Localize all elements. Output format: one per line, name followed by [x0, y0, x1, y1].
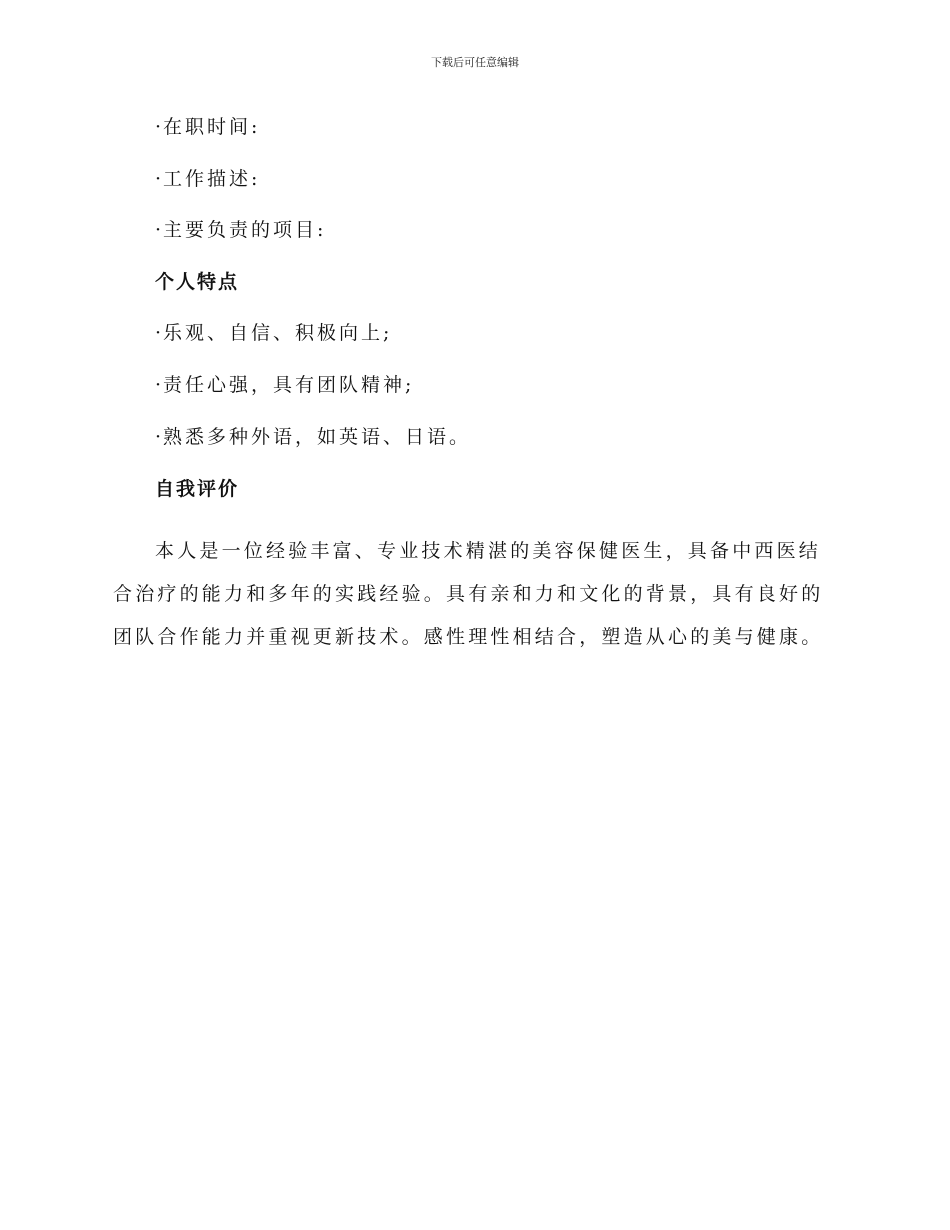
- bullet-dot: ·: [155, 219, 162, 241]
- trait-text: 熟悉多种外语，如英语、日语。: [163, 426, 472, 448]
- work-field-projects: [155, 218, 326, 242]
- trait-item: [155, 425, 471, 449]
- trait-text: 乐观、自信、积极向上;: [163, 322, 393, 344]
- traits-heading: 个人特点: [155, 271, 240, 293]
- self-evaluation-heading: 自我评价: [155, 478, 240, 500]
- work-field-label: 主要负责的项目:: [163, 219, 327, 241]
- bullet-dot: ·: [155, 116, 162, 138]
- work-field-label: 工作描述:: [163, 168, 261, 190]
- bullet-dot: ·: [155, 374, 162, 396]
- bullet-dot: ·: [155, 168, 162, 190]
- bullet-dot: ·: [155, 426, 162, 448]
- work-field-description: [155, 167, 260, 191]
- bullet-dot: ·: [155, 322, 162, 344]
- trait-item: [155, 321, 392, 345]
- trait-text: 责任心强，具有团队精神;: [163, 374, 415, 396]
- page-header: 下载后可任意编辑: [431, 56, 519, 69]
- work-field-start-date: [155, 115, 260, 139]
- self-evaluation-paragraph: 本人是一位经验丰富、专业技术精湛的美容保健医生，具备中西医结合治疗的能力和多年的实践经验。具有亲和力和文化的背景，具有良好的团队合作能力并重视更新技术。感性理性相结合，塑造从心的美与健康。: [113, 540, 824, 648]
- work-field-label: 在职时间:: [163, 116, 261, 138]
- trait-item: [155, 373, 414, 397]
